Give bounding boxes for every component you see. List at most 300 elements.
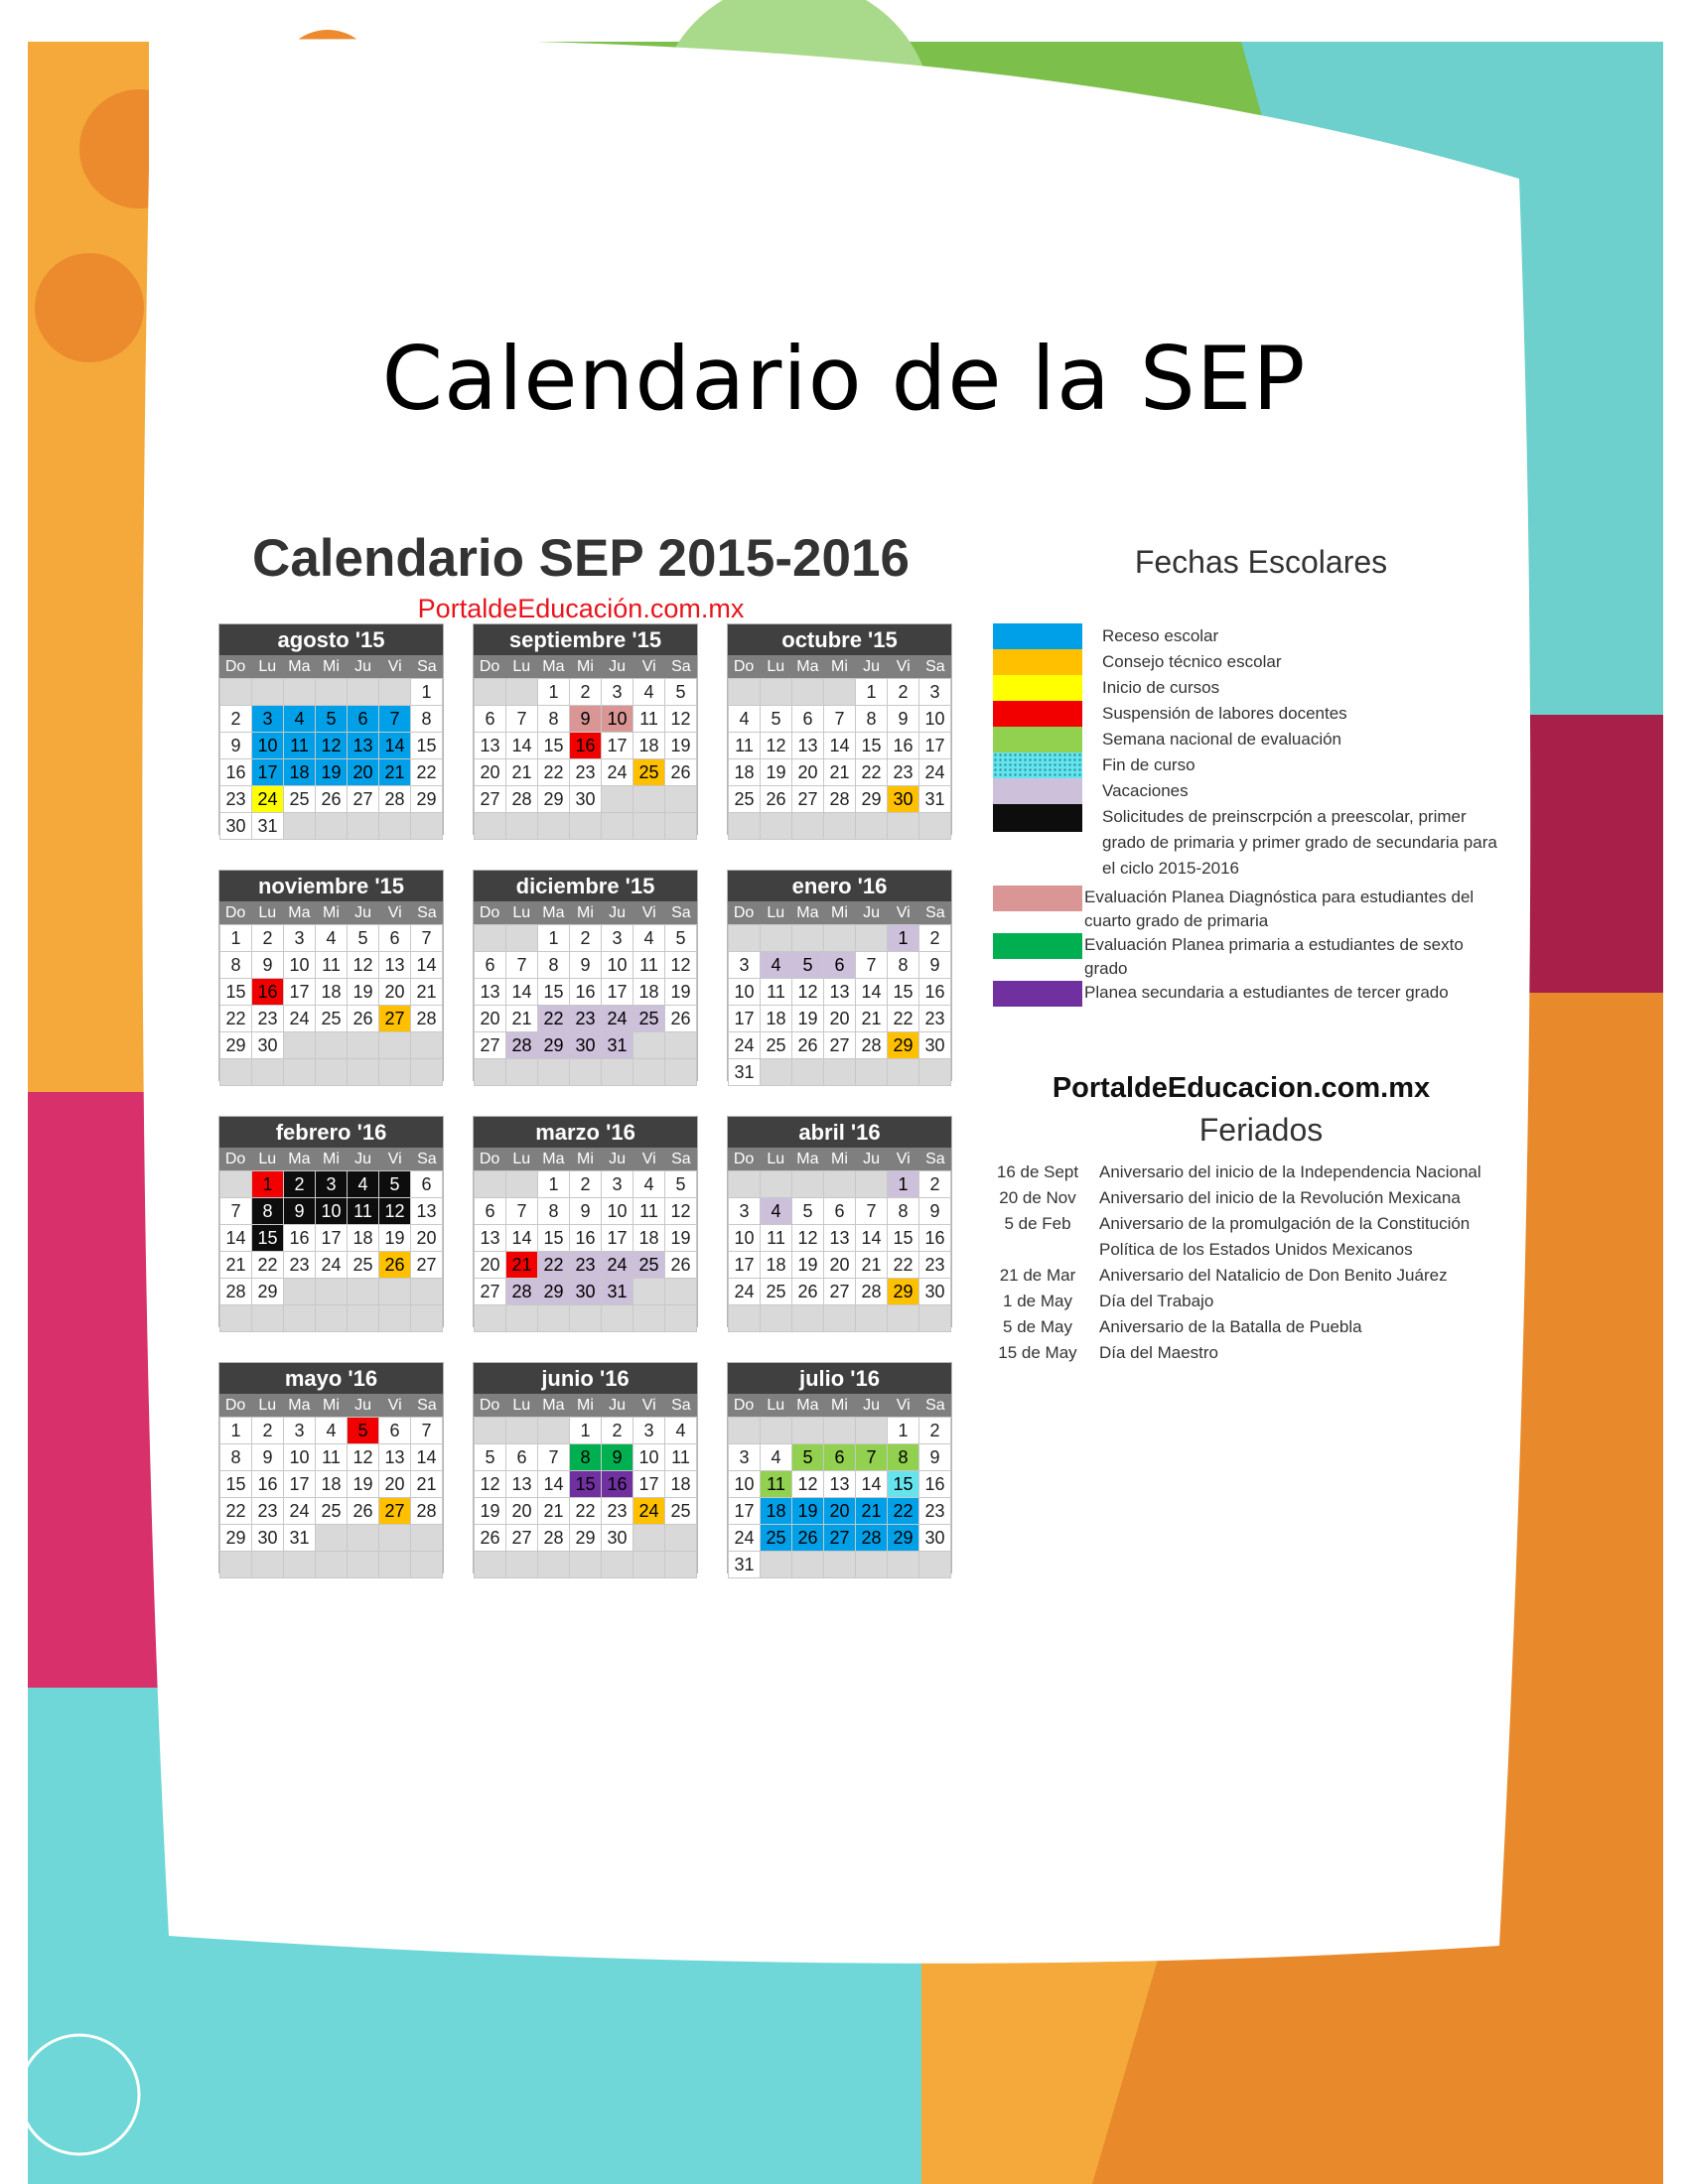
day-cell: 30 bbox=[919, 1279, 950, 1304]
empty-cell bbox=[570, 1305, 601, 1331]
day-cell: 24 bbox=[729, 1279, 760, 1304]
day-cell: 12 bbox=[348, 1444, 378, 1470]
day-cell: 11 bbox=[316, 952, 347, 978]
day-cell: 21 bbox=[220, 1252, 251, 1278]
day-cell: 11 bbox=[284, 733, 315, 758]
day-cell: 28 bbox=[506, 1279, 537, 1304]
empty-cell bbox=[824, 813, 855, 839]
day-cell: 17 bbox=[729, 1498, 760, 1524]
day-cell: 24 bbox=[316, 1252, 347, 1278]
weekday-label: Mi bbox=[577, 1397, 594, 1414]
weekday-label: Sa bbox=[925, 1151, 945, 1167]
day-cell: 29 bbox=[538, 786, 569, 812]
day-cell: 2 bbox=[919, 1171, 950, 1197]
weekday-label: Ju bbox=[863, 658, 881, 675]
feriado-name: Aniversario de la Batalla de Puebla bbox=[1099, 1317, 1362, 1336]
day-cell: 11 bbox=[761, 1471, 791, 1497]
day-cell: 20 bbox=[379, 979, 410, 1005]
day-cell: 13 bbox=[824, 979, 855, 1005]
day-cell: 15 bbox=[411, 733, 442, 758]
weekday-label: Ma bbox=[288, 1397, 311, 1414]
portal-link-2[interactable]: PortaldeEducacion.com.mx bbox=[1052, 1072, 1431, 1104]
day-cell: 15 bbox=[888, 1225, 918, 1251]
empty-cell bbox=[633, 1525, 664, 1551]
day-cell: 23 bbox=[919, 1252, 950, 1278]
empty-cell bbox=[411, 1032, 442, 1058]
empty-cell bbox=[220, 1305, 251, 1331]
day-cell: 13 bbox=[475, 979, 505, 1005]
weekday-label: Lu bbox=[512, 1397, 531, 1414]
weekday-label: Do bbox=[479, 1151, 500, 1167]
day-cell: 10 bbox=[316, 1198, 347, 1224]
weekday-label: Lu bbox=[767, 1151, 785, 1167]
weekday-label: Sa bbox=[671, 1151, 691, 1167]
day-grid bbox=[474, 924, 697, 1086]
day-cell: 28 bbox=[506, 786, 537, 812]
legend bbox=[993, 623, 1509, 1007]
day-cell: 20 bbox=[475, 1252, 505, 1278]
day-cell: 11 bbox=[761, 1225, 791, 1251]
weekday-label: Mi bbox=[323, 658, 340, 675]
day-cell: 28 bbox=[220, 1279, 251, 1304]
day-cell: 18 bbox=[316, 979, 347, 1005]
legend-item bbox=[993, 649, 1509, 675]
weekday-label: Ju bbox=[863, 904, 881, 921]
day-cell: 19 bbox=[792, 1498, 823, 1524]
day-cell: 24 bbox=[602, 759, 633, 785]
day-cell: 31 bbox=[602, 1279, 633, 1304]
months-grid bbox=[218, 623, 953, 1608]
day-cell: 22 bbox=[888, 1006, 918, 1031]
empty-cell bbox=[729, 1171, 760, 1197]
day-cell: 15 bbox=[220, 979, 251, 1005]
month-title: diciembre '15 bbox=[474, 871, 697, 901]
empty-cell bbox=[411, 1059, 442, 1085]
day-cell: 17 bbox=[729, 1006, 760, 1031]
empty-cell bbox=[602, 786, 633, 812]
day-cell: 25 bbox=[633, 1252, 664, 1278]
empty-cell bbox=[348, 1552, 378, 1577]
empty-cell bbox=[919, 1059, 950, 1085]
day-cell: 8 bbox=[538, 706, 569, 732]
day-cell: 5 bbox=[348, 925, 378, 951]
day-cell: 27 bbox=[824, 1525, 855, 1551]
legend-label: Semana nacional de evaluación bbox=[1102, 730, 1342, 749]
day-cell: 10 bbox=[729, 1225, 760, 1251]
day-cell: 15 bbox=[538, 733, 569, 758]
day-cell: 6 bbox=[824, 1198, 855, 1224]
feriado-date: 5 de Feb bbox=[1004, 1214, 1071, 1233]
weekday-label: Vi bbox=[387, 1397, 402, 1414]
day-grid bbox=[728, 1170, 951, 1332]
day-cell: 7 bbox=[411, 925, 442, 951]
day-cell: 6 bbox=[824, 952, 855, 978]
empty-cell bbox=[761, 679, 791, 705]
day-cell: 14 bbox=[379, 733, 410, 758]
day-cell: 25 bbox=[633, 1006, 664, 1031]
empty-cell bbox=[379, 1552, 410, 1577]
month-title: mayo '16 bbox=[219, 1363, 443, 1394]
portal-link[interactable]: PortaldeEducación.com.mx bbox=[417, 594, 745, 623]
day-cell: 30 bbox=[570, 1279, 601, 1304]
day-cell: 23 bbox=[602, 1498, 633, 1524]
month-title: agosto '15 bbox=[219, 624, 443, 655]
day-cell: 30 bbox=[888, 786, 918, 812]
day-cell: 20 bbox=[824, 1498, 855, 1524]
day-cell: 10 bbox=[633, 1444, 664, 1470]
day-cell: 13 bbox=[792, 733, 823, 758]
empty-cell bbox=[252, 1305, 283, 1331]
empty-cell bbox=[602, 1059, 633, 1085]
feriado-date: 21 de Mar bbox=[999, 1266, 1076, 1285]
empty-cell bbox=[252, 1552, 283, 1577]
day-cell: 2 bbox=[888, 679, 918, 705]
day-cell: 16 bbox=[919, 1471, 950, 1497]
weekday-header bbox=[219, 1148, 443, 1170]
day-cell: 21 bbox=[856, 1252, 887, 1278]
feriado-date: 20 de Nov bbox=[999, 1188, 1076, 1207]
feriado-name: Aniversario del Natalicio de Don Benito Juárez bbox=[1099, 1266, 1448, 1285]
day-cell: 14 bbox=[824, 733, 855, 758]
empty-cell bbox=[475, 925, 505, 951]
day-cell: 9 bbox=[570, 952, 601, 978]
day-cell: 22 bbox=[856, 759, 887, 785]
empty-cell bbox=[792, 1418, 823, 1443]
day-cell: 22 bbox=[538, 1252, 569, 1278]
weekday-label: Ma bbox=[542, 1151, 565, 1167]
empty-cell bbox=[729, 925, 760, 951]
day-cell: 13 bbox=[506, 1471, 537, 1497]
feriado-row bbox=[988, 1289, 1544, 1314]
day-cell: 26 bbox=[316, 786, 347, 812]
day-cell: 5 bbox=[665, 925, 696, 951]
day-cell: 1 bbox=[252, 1171, 283, 1197]
empty-cell bbox=[824, 679, 855, 705]
empty-cell bbox=[506, 1418, 537, 1443]
legend-label: Receso escolar bbox=[1102, 626, 1219, 645]
day-cell: 5 bbox=[792, 952, 823, 978]
empty-cell bbox=[316, 1305, 347, 1331]
day-cell: 24 bbox=[284, 1006, 315, 1031]
day-cell: 26 bbox=[792, 1525, 823, 1551]
empty-cell bbox=[824, 1305, 855, 1331]
day-cell: 4 bbox=[316, 925, 347, 951]
day-cell: 1 bbox=[538, 679, 569, 705]
empty-cell bbox=[570, 1059, 601, 1085]
weekday-label: Sa bbox=[671, 658, 691, 675]
day-cell: 25 bbox=[761, 1525, 791, 1551]
day-cell: 14 bbox=[856, 1471, 887, 1497]
empty-cell bbox=[761, 1552, 791, 1577]
day-cell: 31 bbox=[252, 813, 283, 839]
day-cell: 23 bbox=[284, 1252, 315, 1278]
weekday-label: Ju bbox=[609, 904, 627, 921]
weekday-label: Do bbox=[479, 904, 500, 921]
day-cell: 27 bbox=[824, 1032, 855, 1058]
day-cell: 12 bbox=[348, 952, 378, 978]
empty-cell bbox=[316, 1552, 347, 1577]
day-cell: 21 bbox=[856, 1498, 887, 1524]
day-cell: 29 bbox=[538, 1032, 569, 1058]
empty-cell bbox=[538, 1059, 569, 1085]
weekday-header bbox=[728, 655, 951, 678]
legend-item bbox=[993, 727, 1509, 752]
day-cell: 30 bbox=[220, 813, 251, 839]
day-cell: 12 bbox=[379, 1198, 410, 1224]
day-cell: 15 bbox=[856, 733, 887, 758]
weekday-label: Sa bbox=[417, 1397, 437, 1414]
empty-cell bbox=[284, 1552, 315, 1577]
day-cell: 20 bbox=[824, 1252, 855, 1278]
day-grid bbox=[474, 1417, 697, 1578]
feriado-name: Día del Trabajo bbox=[1099, 1292, 1214, 1310]
weekday-label: Vi bbox=[641, 1397, 656, 1414]
empty-cell bbox=[379, 1525, 410, 1551]
day-cell: 15 bbox=[888, 1471, 918, 1497]
day-cell: 18 bbox=[665, 1471, 696, 1497]
empty-cell bbox=[729, 1418, 760, 1443]
weekday-label: Do bbox=[733, 1151, 755, 1167]
weekday-label: Ju bbox=[354, 1151, 372, 1167]
day-cell: 27 bbox=[411, 1252, 442, 1278]
day-cell: 29 bbox=[252, 1279, 283, 1304]
feriado-row bbox=[988, 1160, 1544, 1185]
empty-cell bbox=[348, 1032, 378, 1058]
day-cell: 21 bbox=[411, 1471, 442, 1497]
day-cell: 2 bbox=[570, 679, 601, 705]
day-cell: 17 bbox=[602, 979, 633, 1005]
weekday-label: Vi bbox=[896, 1151, 911, 1167]
day-cell: 26 bbox=[792, 1279, 823, 1304]
day-cell: 4 bbox=[761, 1198, 791, 1224]
day-cell: 5 bbox=[761, 706, 791, 732]
legend-item bbox=[993, 675, 1509, 701]
empty-cell bbox=[411, 1279, 442, 1304]
day-cell: 17 bbox=[633, 1471, 664, 1497]
legend-swatch bbox=[993, 778, 1082, 804]
day-cell: 11 bbox=[633, 952, 664, 978]
day-cell: 24 bbox=[919, 759, 950, 785]
empty-cell bbox=[506, 1171, 537, 1197]
day-cell: 26 bbox=[475, 1525, 505, 1551]
day-cell: 2 bbox=[602, 1418, 633, 1443]
weekday-label: Vi bbox=[896, 1397, 911, 1414]
day-cell: 29 bbox=[538, 1279, 569, 1304]
empty-cell bbox=[411, 1305, 442, 1331]
day-cell: 27 bbox=[475, 786, 505, 812]
day-cell: 10 bbox=[252, 733, 283, 758]
legend-label: Evaluación Planea Diagnóstica para estudiantes del cuarto grado de primaria bbox=[1084, 887, 1475, 930]
day-cell: 5 bbox=[665, 679, 696, 705]
day-cell: 14 bbox=[220, 1225, 251, 1251]
day-cell: 3 bbox=[284, 1418, 315, 1443]
day-cell: 19 bbox=[348, 1471, 378, 1497]
weekday-label: Do bbox=[224, 904, 246, 921]
empty-cell bbox=[348, 1525, 378, 1551]
day-cell: 21 bbox=[506, 1252, 537, 1278]
day-cell: 30 bbox=[919, 1525, 950, 1551]
day-cell: 6 bbox=[379, 1418, 410, 1443]
empty-cell bbox=[633, 1552, 664, 1577]
empty-cell bbox=[506, 1552, 537, 1577]
empty-cell bbox=[475, 1059, 505, 1085]
legend-label: Suspensión de labores docentes bbox=[1102, 704, 1347, 723]
day-cell: 4 bbox=[284, 706, 315, 732]
empty-cell bbox=[602, 1552, 633, 1577]
day-cell: 22 bbox=[220, 1006, 251, 1031]
weekday-header bbox=[474, 655, 697, 678]
day-cell: 22 bbox=[538, 759, 569, 785]
legend-label: Inicio de cursos bbox=[1102, 678, 1220, 697]
legend-title: Fechas Escolares bbox=[1134, 544, 1388, 580]
empty-cell bbox=[538, 1418, 569, 1443]
day-cell: 27 bbox=[379, 1006, 410, 1031]
empty-cell bbox=[633, 813, 664, 839]
day-cell: 8 bbox=[411, 706, 442, 732]
day-cell: 6 bbox=[792, 706, 823, 732]
weekday-label: Sa bbox=[671, 1397, 691, 1414]
weekday-label: Mi bbox=[831, 658, 848, 675]
empty-cell bbox=[856, 1171, 887, 1197]
day-cell: 8 bbox=[888, 952, 918, 978]
empty-cell bbox=[633, 1059, 664, 1085]
empty-cell bbox=[379, 1032, 410, 1058]
day-cell: 7 bbox=[538, 1444, 569, 1470]
empty-cell bbox=[856, 1418, 887, 1443]
day-cell: 6 bbox=[379, 925, 410, 951]
day-cell: 6 bbox=[475, 1198, 505, 1224]
day-cell: 30 bbox=[570, 786, 601, 812]
feriado-date: 5 de May bbox=[1003, 1317, 1072, 1336]
empty-cell bbox=[888, 813, 918, 839]
empty-cell bbox=[792, 813, 823, 839]
empty-cell bbox=[570, 1552, 601, 1577]
day-cell: 4 bbox=[316, 1418, 347, 1443]
day-cell: 5 bbox=[475, 1444, 505, 1470]
day-cell: 24 bbox=[729, 1032, 760, 1058]
legend-swatch bbox=[993, 981, 1082, 1007]
day-cell: 1 bbox=[888, 925, 918, 951]
empty-cell bbox=[792, 1059, 823, 1085]
day-cell: 7 bbox=[220, 1198, 251, 1224]
month-calendar bbox=[218, 870, 444, 1081]
empty-cell bbox=[824, 1171, 855, 1197]
empty-cell bbox=[379, 1305, 410, 1331]
day-cell: 13 bbox=[348, 733, 378, 758]
day-cell: 23 bbox=[919, 1498, 950, 1524]
day-cell: 27 bbox=[506, 1525, 537, 1551]
empty-cell bbox=[761, 813, 791, 839]
day-cell: 11 bbox=[633, 706, 664, 732]
empty-cell bbox=[284, 679, 315, 705]
day-cell: 27 bbox=[475, 1032, 505, 1058]
empty-cell bbox=[348, 1305, 378, 1331]
weekday-label: Do bbox=[224, 1151, 246, 1167]
legend-label: Solicitudes de preinscrpción a preescolar, primer grado de primaria y primer grado de secundaria para el ciclo 2015-2016 bbox=[1102, 807, 1497, 878]
weekday-label: Mi bbox=[323, 1151, 340, 1167]
day-cell: 7 bbox=[856, 952, 887, 978]
legend-label: Evaluación Planea primaria a estudiantes de sexto grado bbox=[1084, 935, 1464, 978]
day-cell: 27 bbox=[475, 1279, 505, 1304]
day-cell: 11 bbox=[665, 1444, 696, 1470]
day-cell: 11 bbox=[761, 979, 791, 1005]
day-cell: 28 bbox=[824, 786, 855, 812]
day-cell: 21 bbox=[538, 1498, 569, 1524]
weekday-header bbox=[474, 901, 697, 924]
day-cell: 23 bbox=[220, 786, 251, 812]
feriados-list bbox=[988, 1160, 1544, 1366]
day-cell: 21 bbox=[379, 759, 410, 785]
empty-cell bbox=[475, 1305, 505, 1331]
empty-cell bbox=[665, 1552, 696, 1577]
day-cell: 28 bbox=[856, 1032, 887, 1058]
weekday-label: Sa bbox=[925, 1397, 945, 1414]
legend-item bbox=[993, 933, 1509, 981]
weekday-label: Ju bbox=[609, 1151, 627, 1167]
day-cell: 17 bbox=[919, 733, 950, 758]
empty-cell bbox=[665, 1305, 696, 1331]
empty-cell bbox=[506, 925, 537, 951]
feriado-row bbox=[988, 1340, 1544, 1366]
weekday-label: Ma bbox=[288, 1151, 311, 1167]
feriado-name: Aniversario de la promulgación de la Constitución Política de los Estados Unidos Mexicanos bbox=[1099, 1214, 1471, 1259]
day-cell: 25 bbox=[729, 786, 760, 812]
day-cell: 18 bbox=[348, 1225, 378, 1251]
day-cell: 2 bbox=[919, 925, 950, 951]
empty-cell bbox=[665, 1525, 696, 1551]
day-cell: 7 bbox=[824, 706, 855, 732]
weekday-label: Do bbox=[733, 658, 755, 675]
day-grid bbox=[474, 678, 697, 840]
weekday-label: Lu bbox=[512, 658, 531, 675]
empty-cell bbox=[665, 1032, 696, 1058]
day-cell: 10 bbox=[284, 1444, 315, 1470]
month-title: julio '16 bbox=[728, 1363, 951, 1394]
empty-cell bbox=[284, 1305, 315, 1331]
day-cell: 20 bbox=[411, 1225, 442, 1251]
empty-cell bbox=[252, 679, 283, 705]
empty-cell bbox=[824, 1552, 855, 1577]
day-cell: 8 bbox=[252, 1198, 283, 1224]
day-cell: 7 bbox=[506, 706, 537, 732]
weekday-label: Sa bbox=[417, 658, 437, 675]
day-cell: 12 bbox=[761, 733, 791, 758]
weekday-label: Sa bbox=[925, 904, 945, 921]
empty-cell bbox=[316, 679, 347, 705]
day-cell: 3 bbox=[602, 1171, 633, 1197]
weekday-header bbox=[474, 1394, 697, 1417]
weekday-label: Mi bbox=[577, 1151, 594, 1167]
day-cell: 17 bbox=[729, 1252, 760, 1278]
day-cell: 6 bbox=[348, 706, 378, 732]
legend-label: Vacaciones bbox=[1102, 781, 1189, 800]
day-cell: 23 bbox=[570, 759, 601, 785]
empty-cell bbox=[761, 925, 791, 951]
month-calendar bbox=[727, 1116, 952, 1327]
weekday-header bbox=[728, 901, 951, 924]
day-cell: 22 bbox=[538, 1006, 569, 1031]
day-cell: 12 bbox=[792, 979, 823, 1005]
day-cell: 10 bbox=[602, 706, 633, 732]
legend-item bbox=[993, 701, 1509, 727]
weekday-label: Ju bbox=[354, 658, 372, 675]
legend-label: Consejo técnico escolar bbox=[1102, 652, 1282, 671]
day-cell: 1 bbox=[220, 925, 251, 951]
day-cell: 18 bbox=[761, 1252, 791, 1278]
feriado-row bbox=[988, 1211, 1544, 1263]
empty-cell bbox=[316, 1525, 347, 1551]
day-cell: 14 bbox=[411, 952, 442, 978]
